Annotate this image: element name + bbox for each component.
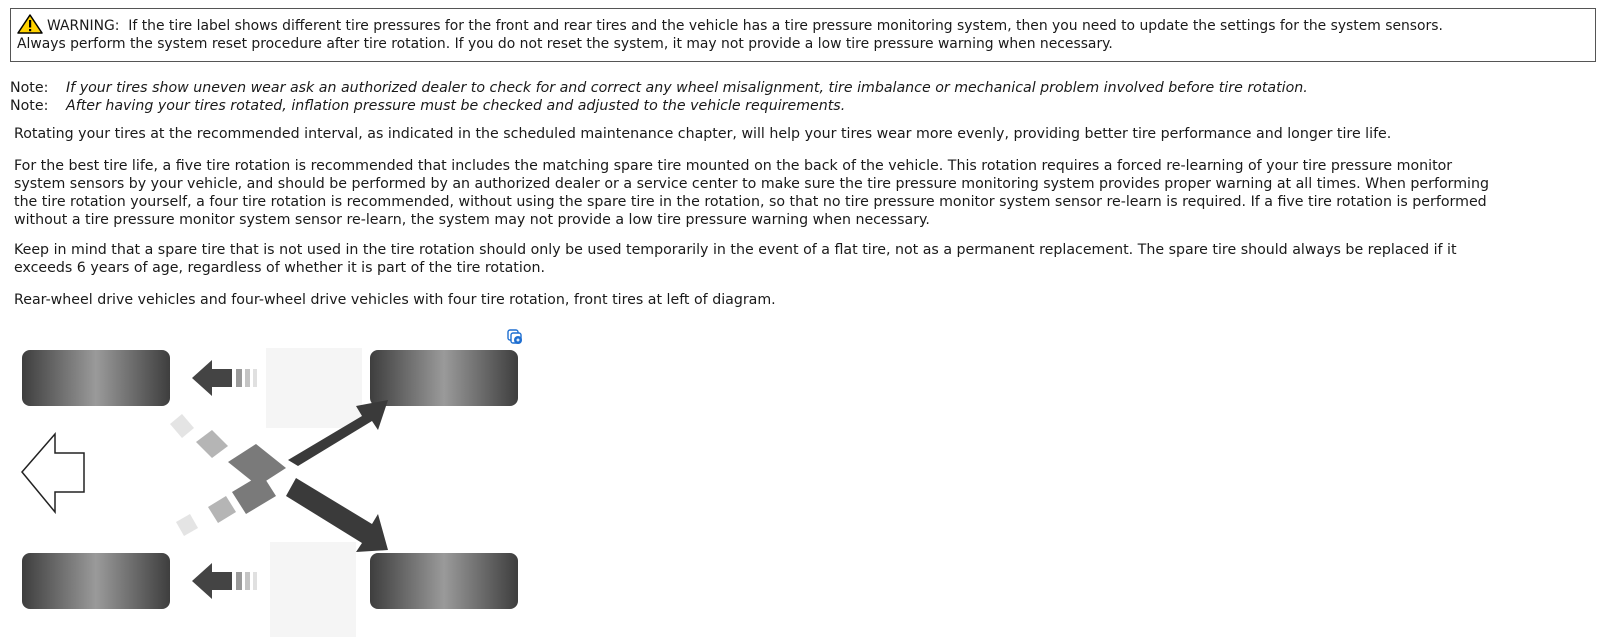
warning-triangle-icon xyxy=(17,14,43,32)
tire-rear-right xyxy=(370,553,518,609)
note-2 xyxy=(10,98,1308,116)
tire-rotation-diagram xyxy=(0,320,560,637)
tire-front-right xyxy=(22,553,170,609)
note-1 xyxy=(10,80,1308,98)
diagonal-arrow-down xyxy=(170,414,388,552)
paragraph-line: Rotating your tires at the recommended interval, as indicated in the scheduled maintenance chapter, will help your tires wear more evenly, providing better tire performance and longer tire life. xyxy=(14,126,1392,142)
note-text: After having your tires rotated, inflation pressure must be checked and adjusted to the vehicle requirements. xyxy=(66,97,846,114)
tire-rear-left xyxy=(370,350,518,406)
paragraph-line: exceeds 6 years of age, regardless of whether it is part of the tire rotation. xyxy=(14,260,545,276)
paragraph-line: For the best tire life, a five tire rotation is recommended that includes the matching spare tire mounted on the back of the vehicle. This rotation requires a forced re-learning of your tire pressure monitor xyxy=(14,158,1453,174)
paragraph-spare-tire xyxy=(14,241,1457,277)
note-text: If your tires show uneven wear ask an authorized dealer to check for and correct any wheel misalignment, tire imbalance or mechanical problem involved before tire rotation. xyxy=(66,80,1308,96)
paragraph-diagram-caption xyxy=(14,291,776,309)
warning-box xyxy=(10,8,1596,62)
warning-line-1 xyxy=(17,14,1595,35)
straight-arrow-bottom xyxy=(192,563,257,599)
background-panel xyxy=(266,348,362,428)
warning-label: WARNING: xyxy=(47,18,120,34)
paragraph-line: system sensors by your vehicle, and should be performed by an authorized dealer or a service center to make sure the tire pressure monitoring system provides proper warning at all times. When performing xyxy=(14,176,1489,192)
tire-front-left xyxy=(22,350,170,406)
vehicle-front-arrow-icon xyxy=(22,434,84,512)
warning-text-1: If the tire label shows different tire pressures for the front and rear tires and the vehicle has a tire pressure monitoring system, then you need to update the settings for the system sensors. xyxy=(128,18,1443,34)
note-label: Note: xyxy=(10,97,49,114)
paragraph-line: the tire rotation yourself, a four tire rotation is recommended, without using the spare tire in the rotation, so that no tire pressure monitor system sensor re-learn is required. If a five tire rotation is performed xyxy=(14,194,1487,210)
paragraph-rotation-interval xyxy=(14,125,1391,143)
note-label: Note: xyxy=(10,80,49,96)
paragraph-five-tire-rotation xyxy=(14,157,1489,229)
notes xyxy=(10,80,1308,115)
straight-arrow-top xyxy=(192,360,257,396)
paragraph-line: without a tire pressure monitor system sensor re-learn, the system may not provide a low tire pressure warning when necessary. xyxy=(14,212,930,228)
paragraph-line: Keep in mind that a spare tire that is not used in the tire rotation should only be used temporarily in the event of a flat tire, not as a permanent replacement. The spare tire should always be replaced if it xyxy=(14,242,1457,258)
background-panel xyxy=(270,542,356,637)
paragraph-line: Rear-wheel drive vehicles and four-wheel drive vehicles with four tire rotation, front tires at left of diagram. xyxy=(14,292,776,308)
warning-line-2: Always perform the system reset procedure after tire rotation. If you do not reset the system, it may not provide a low tire pressure warning when necessary. xyxy=(17,36,1113,52)
